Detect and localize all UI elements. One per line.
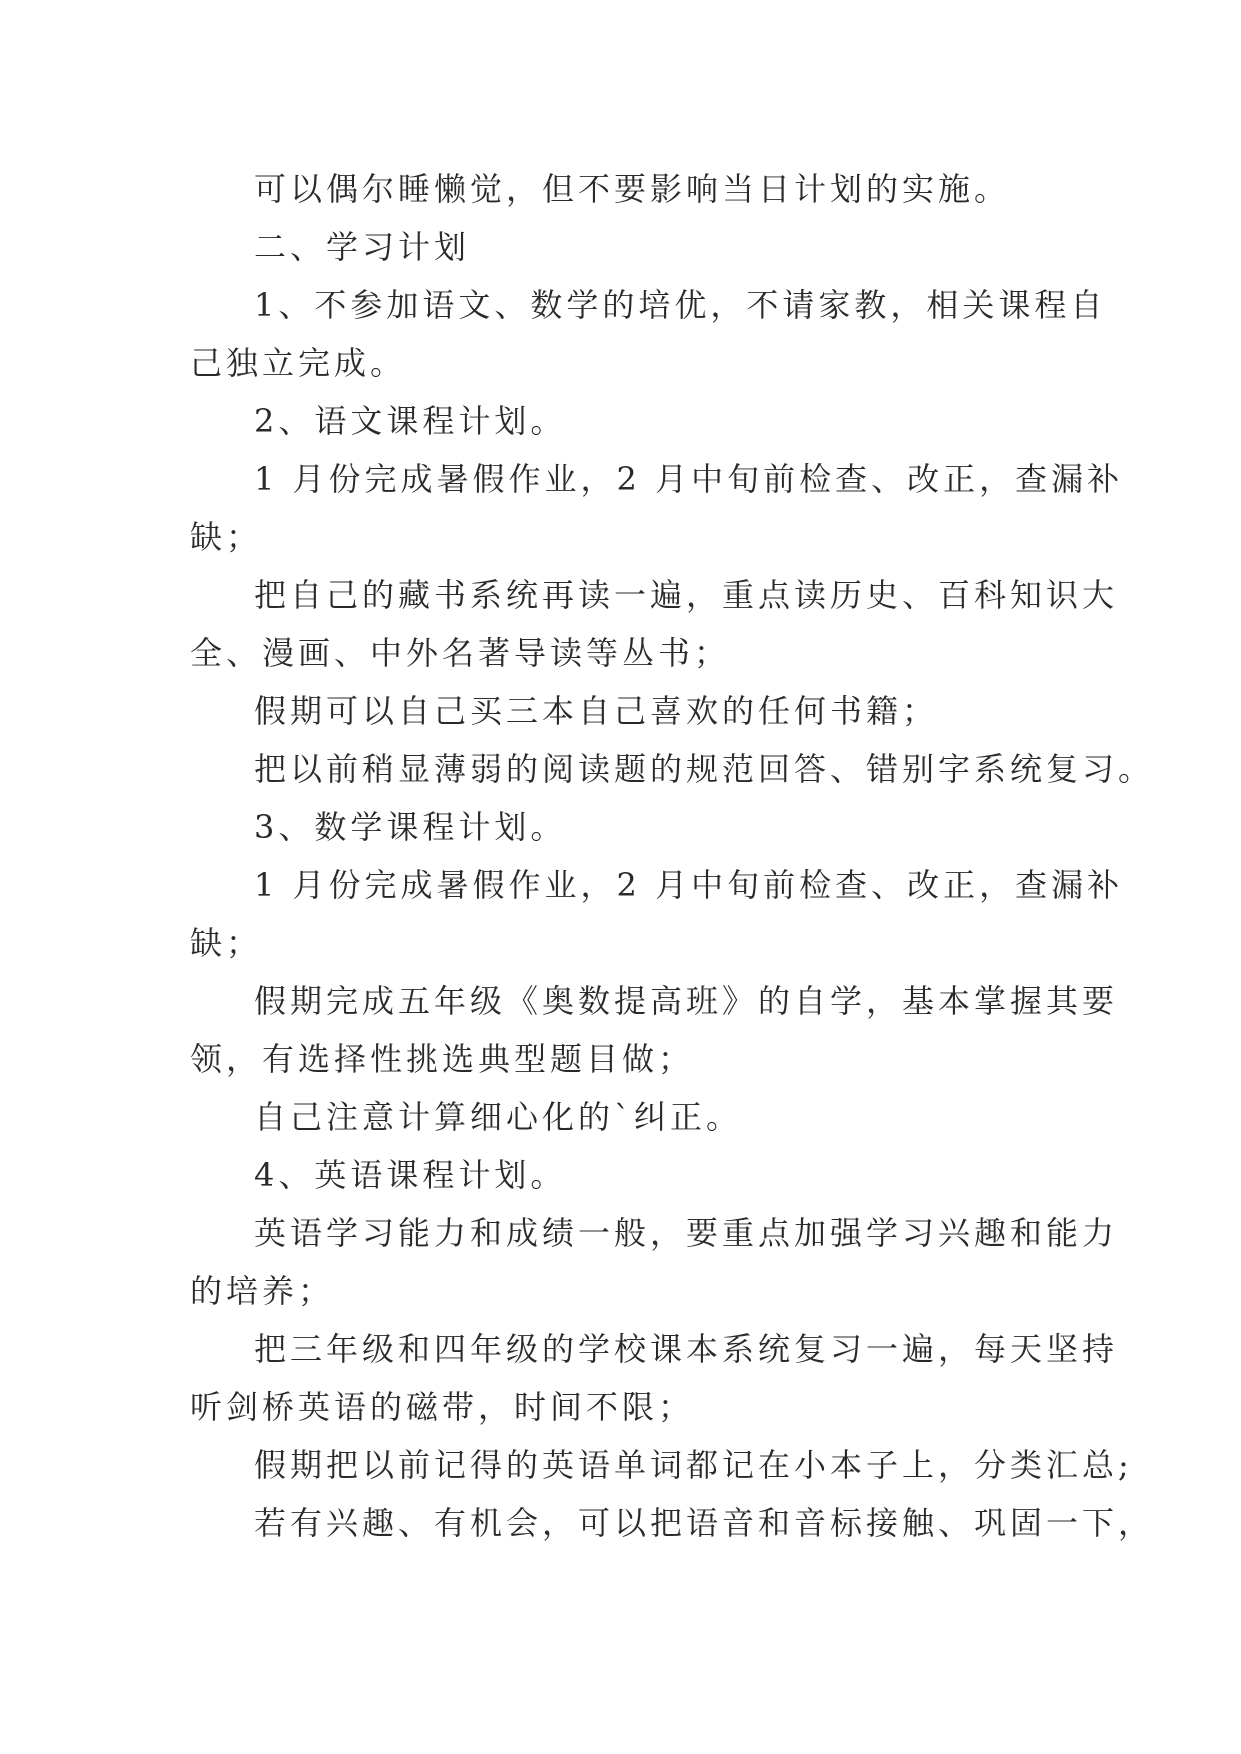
text-line: 己独立完成。 [190,344,407,382]
text-line: 可以偶尔睡懒觉，但不要影响当日计划的实施。 [254,170,1011,208]
text-line: 假期完成五年级《奥数提高班》的自学，基本掌握其要 [254,982,1119,1020]
subsection-heading: 3、数学课程计划。 [254,808,567,846]
text-line: 若有兴趣、有机会，可以把语音和音标接触、巩固一下， [254,1504,1155,1542]
text-line: 的培养； [190,1272,335,1310]
text-line: 缺； [190,924,263,962]
text-line: 把自己的藏书系统再读一遍，重点读历史、百科知识大 [254,576,1119,614]
document-body [190,160,1155,1552]
text-line: 把以前稍显薄弱的阅读题的规范回答、错别字系统复习。 [254,750,1155,788]
subsection-heading: 4、英语课程计划。 [254,1156,567,1194]
text-line: 1、不参加语文、数学的培优，不请家教，相关课程自 [254,286,1107,324]
section-heading: 二、学习计划 [254,228,471,266]
text-line: 假期把以前记得的英语单词都记在小本子上，分类汇总; [254,1446,1133,1484]
text-line: 假期可以自己买三本自己喜欢的任何书籍； [254,692,939,730]
text-line: 把三年级和四年级的学校课本系统复习一遍，每天坚持 [254,1330,1119,1368]
text-line: 全、漫画、中外名著导读等丛书； [190,634,731,672]
subsection-heading: 2、语文课程计划。 [254,402,567,440]
text-line: 1 月份完成暑假作业，2 月中旬前检查、改正，查漏补 [254,866,1124,904]
text-line: 领，有选择性挑选典型题目做； [190,1040,695,1078]
text-line: 缺； [190,518,263,556]
text-line: 听剑桥英语的磁带，时间不限； [190,1388,695,1426]
text-line: 英语学习能力和成绩一般，要重点加强学习兴趣和能力 [254,1214,1119,1252]
text-line: 自己注意计算细心化的`纠正。 [254,1098,743,1136]
text-line: 1 月份完成暑假作业，2 月中旬前检查、改正，查漏补 [254,460,1124,498]
